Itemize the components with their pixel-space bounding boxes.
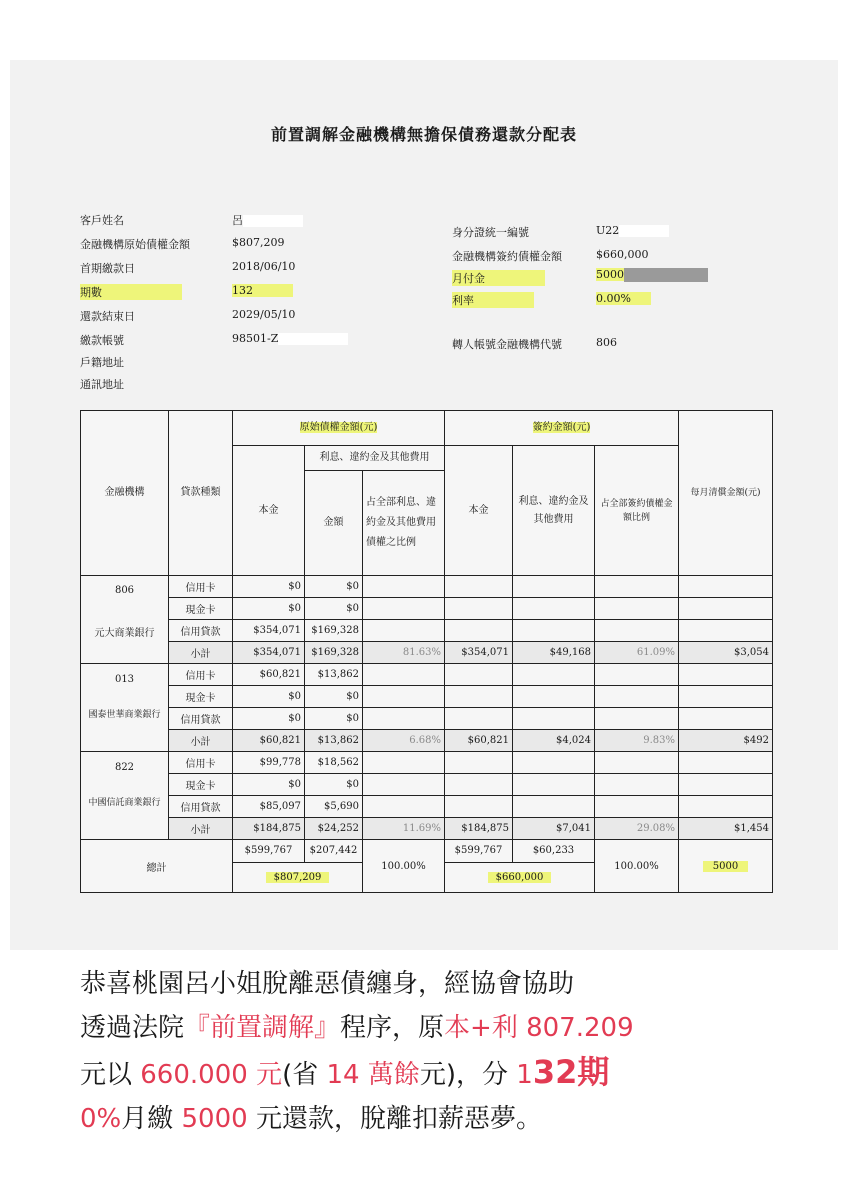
- distribution-table: [80, 410, 773, 893]
- bank-cell: 013 國泰世華商業銀行: [81, 664, 169, 752]
- header-bank: 金融機構: [81, 411, 169, 576]
- info-original-amount-value: $807,209: [232, 236, 285, 249]
- info-id-value: U22: [596, 224, 669, 237]
- table-row: [81, 708, 773, 730]
- subtotal-signed-interest: $4,024: [513, 730, 595, 752]
- subtotal-signed-principal: $354,071: [445, 642, 513, 664]
- subtotal-interest: $13,862: [305, 730, 363, 752]
- total-monthly: 5000: [679, 840, 773, 893]
- total-ratio: 100.00%: [363, 840, 445, 893]
- table-row: [81, 664, 773, 686]
- total-signed-principal: $599,767: [445, 840, 513, 863]
- caption-text: [80, 962, 800, 1141]
- interest-cell: $0: [305, 686, 363, 708]
- info-monthly-label: 月付金: [452, 270, 545, 286]
- caption-line-4: 0%月繳 5000 元還款，脫離扣薪惡夢。: [80, 1104, 542, 1134]
- table-row: [81, 774, 773, 796]
- subtotal-signed-interest: $7,041: [513, 818, 595, 840]
- info-periods-value: 132: [232, 284, 293, 297]
- bank-cell: 806 元大商業銀行: [81, 576, 169, 664]
- header-signed-interest: 利息、違約金及其他費用: [513, 446, 595, 576]
- info-account-value: 98501-Z: [232, 332, 348, 345]
- subtotal-row: [81, 642, 773, 664]
- loan-type-cell: 現金卡: [169, 598, 233, 620]
- total-combined: $807,209: [233, 862, 363, 892]
- table-row: [81, 576, 773, 598]
- principal-cell: $85,097: [233, 796, 305, 818]
- caption-line-2: 透過法院『前置調解』程序，原本+利 807.209: [80, 1013, 634, 1043]
- caption-line-3: 元以 660.000 元(省 14 萬餘元)，分 132期: [80, 1053, 610, 1091]
- loan-type-cell: 信用貸款: [169, 620, 233, 642]
- info-rate-value: 0.00%: [596, 292, 651, 305]
- total-signed-combined: $660,000: [445, 862, 595, 892]
- interest-cell: $169,328: [305, 620, 363, 642]
- header-original-amount: 原始債權金額(元): [233, 411, 445, 446]
- interest-cell: $0: [305, 708, 363, 730]
- info-account-label: 繳款帳號: [80, 334, 124, 347]
- principal-cell: $0: [233, 576, 305, 598]
- total-row: [81, 840, 773, 863]
- info-household-address-label: 戶籍地址: [80, 356, 124, 369]
- bank-cell: 822 中國信託商業銀行: [81, 752, 169, 840]
- interest-cell: $18,562: [305, 752, 363, 774]
- header-signed-amount: 簽約金額(元): [445, 411, 679, 446]
- subtotal-monthly: $1,454: [679, 818, 773, 840]
- info-bank-code-value: 806: [596, 336, 617, 349]
- subtotal-label: 小計: [169, 642, 233, 664]
- subtotal-interest: $24,252: [305, 818, 363, 840]
- principal-cell: $0: [233, 598, 305, 620]
- subtotal-principal: $354,071: [233, 642, 305, 664]
- interest-cell: $0: [305, 774, 363, 796]
- info-original-amount-label: 金融機構原始債權金額: [80, 238, 190, 251]
- interest-cell: $13,862: [305, 664, 363, 686]
- info-bank-code-label: 轉人帳號金融機構代號: [452, 338, 562, 351]
- subtotal-label: 小計: [169, 730, 233, 752]
- header-signed-ratio: 占全部簽約債權金額比例: [595, 446, 679, 576]
- caption-line-1: 恭喜桃園呂小姐脫離惡債纏身，經協會協助: [80, 969, 575, 999]
- principal-cell: $99,778: [233, 752, 305, 774]
- loan-type-cell: 信用卡: [169, 664, 233, 686]
- loan-type-cell: 信用卡: [169, 752, 233, 774]
- subtotal-label: 小計: [169, 818, 233, 840]
- subtotal-principal: $60,821: [233, 730, 305, 752]
- info-first-payment-label: 首期繳款日: [80, 262, 135, 275]
- document-title: 前置調解金融機構無擔保債務還款分配表: [270, 125, 577, 144]
- subtotal-ratio: 11.69%: [363, 818, 445, 840]
- total-interest: $207,442: [305, 840, 363, 863]
- loan-type-cell: 信用貸款: [169, 796, 233, 818]
- principal-cell: $0: [233, 686, 305, 708]
- subtotal-row: [81, 730, 773, 752]
- info-signed-amount-label: 金融機構簽約債權金額: [452, 250, 562, 263]
- subtotal-monthly: $3,054: [679, 642, 773, 664]
- principal-cell: $0: [233, 774, 305, 796]
- interest-cell: $0: [305, 576, 363, 598]
- table-row: [81, 686, 773, 708]
- header-interest-group: 利息、違約金及其他費用: [305, 446, 445, 471]
- interest-cell: $0: [305, 598, 363, 620]
- subtotal-signed-interest: $49,168: [513, 642, 595, 664]
- interest-cell: $5,690: [305, 796, 363, 818]
- table-row: [81, 796, 773, 818]
- subtotal-ratio: 6.68%: [363, 730, 445, 752]
- header-interest-amount: 金額: [305, 471, 363, 576]
- info-end-date-value: 2029/05/10: [232, 308, 296, 321]
- info-customer-name-label: 客戶姓名: [80, 214, 124, 227]
- subtotal-principal: $184,875: [233, 818, 305, 840]
- subtotal-interest: $169,328: [305, 642, 363, 664]
- subtotal-monthly: $492: [679, 730, 773, 752]
- header-monthly: 每月清償金額(元): [679, 411, 773, 576]
- header-interest-ratio: 占全部利息、違約金及其他費用債權之比例: [363, 471, 445, 576]
- subtotal-ratio: 81.63%: [363, 642, 445, 664]
- info-end-date-label: 還款結束日: [80, 310, 135, 323]
- header-loan-type: 貸款種類: [169, 411, 233, 576]
- loan-type-cell: 信用貸款: [169, 708, 233, 730]
- principal-cell: $60,821: [233, 664, 305, 686]
- header-principal: 本金: [233, 446, 305, 576]
- subtotal-signed-principal: $184,875: [445, 818, 513, 840]
- header-signed-principal: 本金: [445, 446, 513, 576]
- principal-cell: $354,071: [233, 620, 305, 642]
- total-signed-ratio: 100.00%: [595, 840, 679, 893]
- table-row: [81, 620, 773, 642]
- info-periods-label: 期數: [80, 284, 182, 300]
- subtotal-signed-ratio: 29.08%: [595, 818, 679, 840]
- loan-type-cell: 現金卡: [169, 774, 233, 796]
- total-label: 總計: [81, 840, 233, 893]
- info-customer-name-value: 呂: [232, 212, 303, 228]
- total-principal: $599,767: [233, 840, 305, 863]
- info-id-label: 身分證統一編號: [452, 226, 529, 239]
- info-rate-label: 利率: [452, 292, 534, 308]
- info-monthly-value: 5000: [596, 268, 708, 282]
- info-signed-amount-value: $660,000: [596, 248, 649, 261]
- total-signed-interest: $60,233: [513, 840, 595, 863]
- subtotal-signed-ratio: 9.83%: [595, 730, 679, 752]
- subtotal-row: [81, 818, 773, 840]
- principal-cell: $0: [233, 708, 305, 730]
- subtotal-signed-ratio: 61.09%: [595, 642, 679, 664]
- info-mailing-address-label: 通訊地址: [80, 378, 124, 391]
- loan-type-cell: 信用卡: [169, 576, 233, 598]
- info-first-payment-value: 2018/06/10: [232, 260, 296, 273]
- table-row: [81, 598, 773, 620]
- subtotal-signed-principal: $60,821: [445, 730, 513, 752]
- loan-type-cell: 現金卡: [169, 686, 233, 708]
- table-row: [81, 752, 773, 774]
